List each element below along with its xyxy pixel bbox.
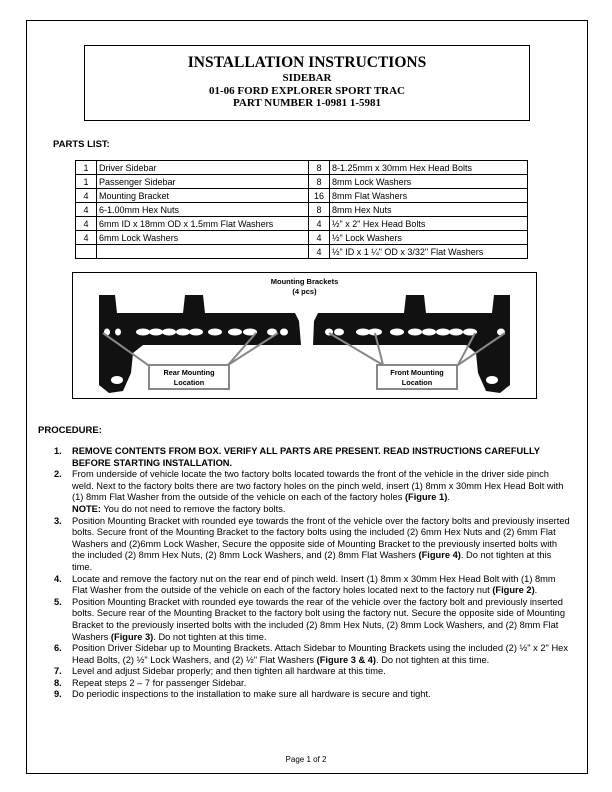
part-quantity: 4 — [76, 189, 97, 203]
bracket-hole — [390, 329, 404, 336]
bracket-hole — [149, 329, 163, 336]
step-text: (Figure 3 & 4) — [316, 654, 377, 665]
procedure-step — [52, 666, 572, 678]
step-number: 6. — [54, 643, 62, 654]
parts-row — [76, 189, 528, 203]
parts-row — [76, 161, 528, 175]
bracket-hole — [115, 329, 121, 336]
part-quantity: 4 — [76, 231, 97, 245]
step-text: Position Driver Sidebar up to Mounting Brackets. Attach Sidebar to Mounting Brackets using the included (2) ½" x 2" Hex Head Bolts, (2) ½" Lock Washers, and (2) ½" Flat Washers — [72, 643, 568, 665]
step-text: REMOVE CONTENTS FROM BOX. VERIFY ALL PARTS ARE PRESENT. READ INSTRUCTIONS CAREFULLY BEFORE STARTING INSTALLATION. — [72, 446, 540, 468]
parts-row — [76, 245, 528, 259]
part-number: PART NUMBER 1-0981 1-5981 — [232, 97, 381, 109]
part-description: Passenger Sidebar — [97, 175, 309, 189]
figure-title: Mounting Brackets — [270, 277, 339, 286]
rear-mounting-callout: Rear Mounting Location — [148, 364, 230, 390]
step-text: From underside of vehicle locate the two factory bolts located towards the front of the vehicle in the driver side pinch weld. Next to the factory bolts there are two factory holes on the pinch weld, insert (1) 8mm x 30mm Hex Head Bolt with (1) 8mm Flat Washer from the outside of the vehicle on each of the factory holes — [72, 469, 564, 503]
part-quantity: 8 — [309, 175, 330, 189]
part-quantity: 4 — [309, 231, 330, 245]
procedure-label: PROCEDURE: — [38, 425, 102, 436]
subtitle: SIDEBAR — [282, 72, 332, 84]
bracket-hole — [189, 329, 203, 336]
step-text: (Figure 3) — [110, 631, 154, 642]
bracket-hole — [514, 329, 520, 336]
bracket-hole — [422, 329, 436, 336]
bracket-hole — [356, 329, 370, 336]
procedure-step — [52, 689, 572, 701]
step-text: You do not need to remove the factory bolts. — [100, 503, 286, 514]
part-description: ½" x 2" Hex Head Bolts — [330, 217, 528, 231]
part-quantity: 16 — [309, 189, 330, 203]
part-quantity: 1 — [76, 161, 97, 175]
step-text: Position Mounting Bracket with rounded eye towards the rear of the vehicle over the factory bolt and previously inserted bolts. Secure rear of the Mounting Bracket to the factory bolt using the factory nut. Secure the opposite side of Mounting Bracket to the previously inserted bolts with the included (2) 8mm Hex Nuts, (2) 8mm Lock Washers, and (2) 8mm Flat Washers — [72, 596, 566, 642]
parts-row — [76, 175, 528, 189]
title-box — [84, 45, 530, 121]
bracket-hole — [136, 329, 150, 336]
part-description: Driver Sidebar — [97, 161, 309, 175]
step-number: 2. — [54, 469, 62, 480]
part-quantity: 4 — [76, 203, 97, 217]
part-quantity — [76, 245, 97, 259]
part-quantity: 8 — [309, 161, 330, 175]
step-text: (Figure 4) — [418, 550, 461, 561]
parts-list-label: PARTS LIST: — [53, 139, 110, 150]
mounting-brackets-figure — [72, 272, 537, 399]
part-description: ½" Lock Washers — [330, 231, 528, 245]
page-title: INSTALLATION INSTRUCTIONS — [187, 54, 427, 71]
bracket-hole — [176, 329, 190, 336]
step-text: (Figure 1) — [404, 492, 448, 503]
procedure-step — [52, 574, 572, 597]
bracket-illustration — [73, 273, 536, 398]
figure-count: (4 pcs) — [292, 287, 317, 296]
step-text: . — [534, 585, 538, 596]
procedure-step — [52, 446, 572, 469]
step-number: 5. — [54, 596, 62, 607]
parts-table — [75, 160, 528, 259]
step-text: Do periodic inspections to the installation to make sure all hardware is secure and tight. — [72, 689, 431, 700]
step-number: 3. — [54, 515, 62, 526]
step-text: Repeat steps 2 – 7 for passenger Sidebar. — [72, 677, 247, 688]
bracket-hole — [408, 329, 422, 336]
step-number: 1. — [54, 446, 62, 456]
part-description: 6mm ID x 18mm OD x 1.5mm Flat Washers — [97, 217, 309, 231]
bracket-hole — [280, 329, 288, 336]
part-description: 6mm Lock Washers — [97, 231, 309, 245]
step-text: Locate and remove the factory nut on the rear end of pinch weld. Insert (1) 8mm x 30mm Hex Head Bolt with (1) 8mm Flat Washer from the outside of the vehicle on each of the factory holes located next to the factory nut — [72, 573, 556, 596]
step-number: 4. — [54, 573, 62, 584]
step-number: 8. — [54, 677, 62, 688]
step-text: Level and adjust Sidebar properly; and then tighten all hardware at this time. — [72, 666, 386, 677]
vehicle: 01-06 FORD EXPLORER SPORT TRAC — [208, 84, 405, 97]
part-quantity: 4 — [309, 245, 330, 259]
parts-row — [76, 203, 528, 217]
bracket-hole — [162, 329, 176, 336]
bracket-hole — [436, 329, 450, 336]
parts-row — [76, 217, 528, 231]
bracket-hole — [228, 329, 242, 336]
procedure-step — [52, 643, 572, 666]
procedure-steps — [52, 446, 572, 701]
part-description: 8-1.25mm x 30mm Hex Head Bolts — [330, 161, 528, 175]
step-number: 7. — [54, 666, 62, 677]
page-number: Page 1 of 2 — [285, 755, 327, 764]
bracket-hole — [334, 329, 344, 336]
step-text: Position Mounting Bracket with rounded eye towards the front of the vehicle over the factory bolts and previously inserted bolts. Secure front of the Mounting Bracket to the factory bolts using the included (2) 6mm Hex Nuts and (2) 6mm Flat Washers and (2)6mm Lock Washer, Secure the opposite side of Mounting Bracket to the previously inserted bolts with the included (2) 8mm Hex Nuts, (2) 8mm Lock Washers, and (2) 8mm Flat Washers — [72, 515, 570, 561]
step-text: . Do not tighten at this time. — [72, 550, 552, 572]
procedure-step — [52, 469, 572, 515]
step-number: 9. — [54, 689, 62, 700]
part-description — [97, 245, 309, 259]
part-quantity: 4 — [76, 217, 97, 231]
part-description: Mounting Bracket — [97, 189, 309, 203]
part-quantity: 4 — [309, 217, 330, 231]
bracket-hole — [208, 329, 222, 336]
step-text: . — [447, 492, 450, 503]
part-description: ½" ID x 1 ¼" OD x 3/32" Flat Washers — [330, 245, 528, 259]
bracket-hole — [449, 329, 463, 336]
procedure-step — [52, 678, 572, 690]
part-quantity: 1 — [76, 175, 97, 189]
procedure-step — [52, 597, 572, 643]
step-text: . Do not tighten at this time. — [376, 654, 490, 665]
step-text: . Do not tighten at this time. — [153, 631, 267, 642]
step-text: NOTE: — [72, 503, 101, 514]
part-quantity: 8 — [309, 203, 330, 217]
parts-row — [76, 231, 528, 245]
procedure-step — [52, 516, 572, 574]
part-description: 6-1.00mm Hex Nuts — [97, 203, 309, 217]
part-description: 8mm Hex Nuts — [330, 203, 528, 217]
step-text: (Figure 2) — [492, 585, 535, 596]
front-mounting-callout: Front Mounting Location — [376, 364, 458, 390]
part-description: 8mm Flat Washers — [330, 189, 528, 203]
part-description: 8mm Lock Washers — [330, 175, 528, 189]
